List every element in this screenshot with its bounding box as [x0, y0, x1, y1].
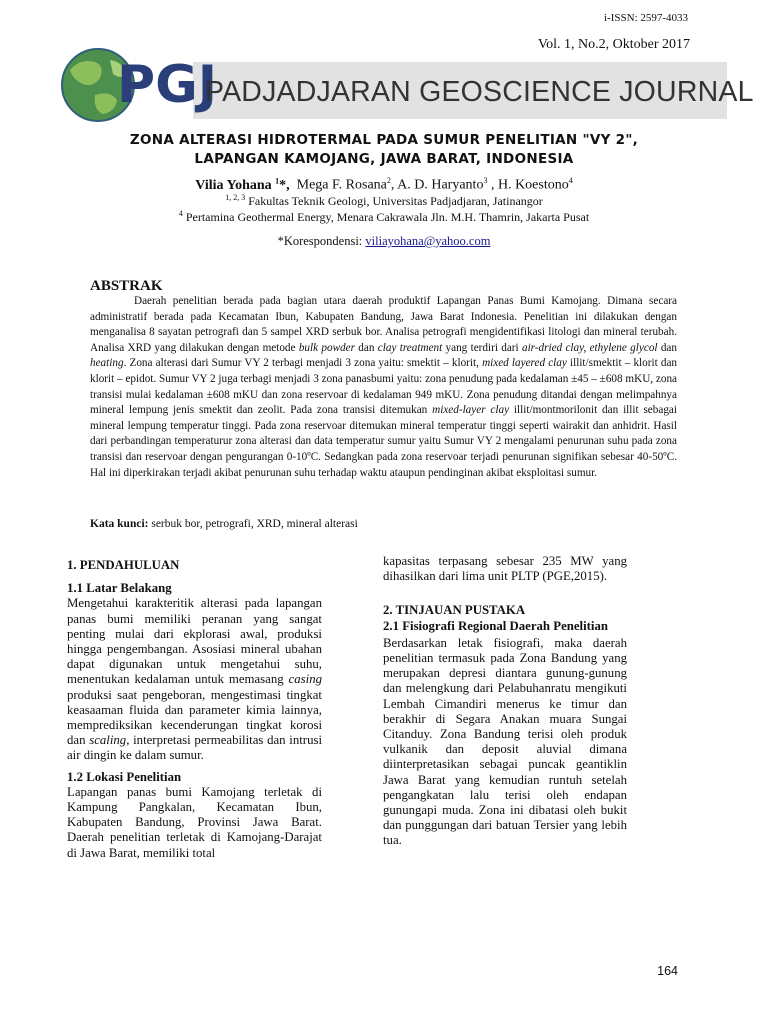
correspondence-label: *Korespondensi:	[277, 234, 363, 248]
correspondence-email-link[interactable]: viliayohana@yahoo.com	[365, 234, 491, 248]
section-1-2-heading: 1.2 Lokasi Penelitian	[67, 769, 182, 784]
paper-title-line1: ZONA ALTERASI HIDROTERMAL PADA SUMUR PENELITIAN "VY 2",	[129, 132, 639, 148]
author-1-sup: 1	[275, 176, 280, 185]
section-2-1-heading: 2.1 Fisiografi Regional Daerah Penelitian	[383, 618, 608, 633]
journal-name: PADJADJARAN GEOSCIENCE JOURNAL	[205, 76, 754, 108]
section-2-heading: 2. TINJAUAN PUSTAKA	[383, 603, 526, 618]
section-2-1-paragraph: Berdasarkan letak fisiografi, maka daerah penelitian termasuk pada Zona Bandung yang merupakan depresi diantara gunung-gunung dan melengkung dari Pelabuhanratu mengikuti Lembah Cimandiri menerus ke timur dan berakhir di Segara Anakan muara Sungai Citanduy. Zona Bandung terisi oleh produk vulkanik dan deposit aluvial dimana diinterpretasikan sebagai puncak geantiklin Jawa Barat yang kemudian runtuh setelah pengangkatan lalu terisi oleh endapan gunungapi muda. Zona ini dibatasi oleh bukit dan punggungan dari batuan Tersier yang lebih tua.	[383, 635, 627, 848]
keywords-label: Kata kunci:	[90, 518, 149, 530]
affiliation-2-text: Pertamina Geothermal Energy, Menara Cakrawala Jln. M.H. Thamrin, Jakarta Pusat	[185, 210, 590, 224]
abstract-body	[90, 294, 677, 481]
abstract-italic: mixed layered clay	[482, 357, 567, 370]
affiliation-1	[0, 193, 768, 209]
paragraph-italic: scaling	[89, 733, 127, 748]
paper-title-line2: LAPANGAN KAMOJANG, JAWA BARAT, INDONESIA	[194, 151, 574, 167]
author-2-sup: 2	[386, 176, 391, 185]
abstract-italic: bulk powder	[298, 341, 355, 354]
continued-paragraph: kapasitas terpasang sebesar 235 MW yang dihasilkan dari lima unit PLTP (PGE,2015).	[383, 554, 627, 584]
author-2: Mega F. Rosana	[296, 177, 387, 193]
abstract-text: . Zona alterasi dari Sumur VY 2 terbagi menjadi 3 zona yaitu: smektit – klorit,	[123, 357, 483, 370]
affiliation-1-sup: 1, 2, 3	[225, 193, 246, 202]
author-1: Vilia Yohana	[195, 177, 272, 193]
paragraph-italic: casing	[288, 672, 322, 687]
keywords-text: serbuk bor, petrografi, XRD, mineral alterasi	[148, 518, 358, 530]
page-number: 164	[657, 964, 678, 978]
affiliation-1-text: Fakultas Teknik Geologi, Universitas Padjadjaran, Jatinangor	[248, 194, 543, 208]
abstract-italic: mixed-layer clay	[432, 404, 510, 417]
abstract-text: dan	[657, 341, 677, 354]
abstract-text: Daerah penelitian berada pada bagian utara daerah produktif Lapangan Panas Bumi Kamojang. Dimana secara administratif berada pada Kecamatan Ibun, Kabupaten Bandung, Jawa Barat Indonesia. Penelitian ini dilakukan dengan menganalisa 8 sayatan petrografi dan 5 sampel XRD serbuk bor. Analisa petrografi mengidentifikasi litologi dan mineral terubah. Analisa XRD yang dilakukan dengan metode	[90, 295, 677, 354]
volume-label: Vol. 1, No.2, Oktober 2017	[537, 37, 690, 52]
journal-logo-icon	[55, 40, 218, 130]
abstract-text: dan	[354, 341, 378, 354]
author-3: , A. D. Haryanto	[390, 177, 484, 193]
abstract-italic: heating	[90, 357, 124, 370]
author-4-sup: 4	[568, 176, 573, 185]
section-1-1-paragraph	[67, 596, 322, 763]
abstract-text: yang terdiri dari	[442, 341, 522, 354]
abstract-text: illit/smektit – klorit dan klorit – epidot. Sumur VY 2 juga terbagi menjadi 3 zona panasbumi yaitu: zona penudung pada kedalaman ±45 – ±608 mKU, zona transisi mulai kedalaman ±608 mKU dan zona reservoar di kedalaman 949 mKU. Zona penudung ditandai dengan melimpahnya mineral lempung jenis smektit dan zeolit. Pada zona transisi ditemukan	[90, 357, 678, 417]
author-list	[0, 176, 768, 194]
abstract-heading: ABSTRAK	[90, 278, 163, 294]
correspondence	[0, 234, 768, 249]
left-column	[67, 558, 322, 861]
keywords	[90, 518, 358, 530]
section-1-2-paragraph: Lapangan panas bumi Kamojang terletak di Kampung Pangkalan, Kecamatan Ibun, Kabupaten Bandung, Provinsi Jawa Barat. Daerah penelitian terletak di Kamojang-Darajat di Jawa Barat, memiliki total	[67, 784, 322, 860]
right-column	[383, 554, 627, 849]
logo-text: PGJ	[117, 55, 218, 115]
abstract-italic: clay treatment	[377, 341, 443, 354]
issn-label: i-ISSN: 2597-4033	[603, 12, 688, 24]
abstract-italic: air-dried clay, ethylene glycol	[521, 341, 658, 354]
section-1-1-heading: 1.1 Latar Belakang	[67, 581, 172, 596]
author-3-sup: 3	[483, 176, 488, 185]
abstract-text: illit/montmorilonit dan illit sebagai mineral lempung temperatur tinggi. Pada zona reservoar ditemukan mineral temperatur tinggi seperti wairakit dan anhidrit. Hasil dari perbandingan temperaturur zona alterasi dan data temperatur sumur yaitu Sumur VY 2 mengalami penurunan suhu pada zona transisi dan reservoar dengan pengurangan 0-10ºC. Sedangkan pada zona reservoar terjadi penurunan signifikan sebesar 40-50ºC. Hal ini diperkirakan terjadi akibat penurunan suhu terhadap waktu ataupun pendinginan akibat eksploitasi sumur.	[90, 404, 678, 479]
paragraph-text: , interpretasi permeabilitas dan intrusi air dingin ke dalam sumur.	[67, 733, 322, 763]
author-1-mark: *,	[279, 177, 290, 193]
paragraph-text: produksi saat pengeboran, mengestimasi tingkat keasaaman fluida dan parameter kimia lainnya, memprediksikan kecenderungan tingkat korosi dan	[67, 687, 322, 748]
paragraph-text: Mengetahui karakteritik alterasi pada lapangan panas bumi memiliki peranan yang sangat penting mulai dari ekplorasi awal, produksi hingga pengembangan. Asosiasi mineral ubahan dapat digunakan untuk mengetahui suhu, menentukan kedalaman untuk memasang	[67, 596, 322, 687]
affiliation-2-sup: 4	[178, 209, 183, 218]
author-4: , H. Koestono	[487, 177, 569, 193]
section-1-heading: 1. PENDAHULUAN	[67, 558, 180, 572]
affiliation-2	[0, 209, 768, 225]
